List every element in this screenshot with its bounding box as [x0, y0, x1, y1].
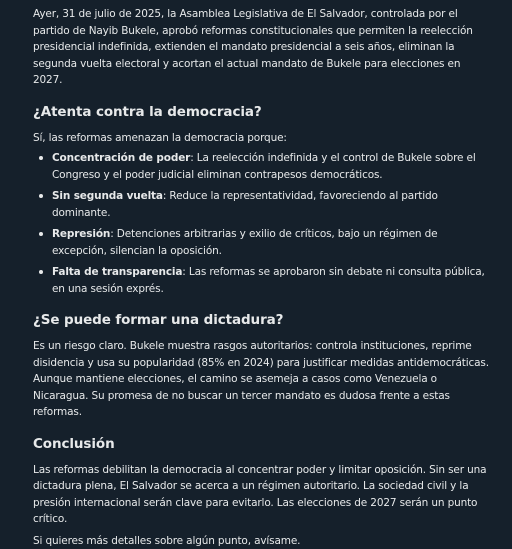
dictadura-paragraph: Es un riesgo claro. Bukele muestra rasgos autoritarios: controla instituciones, reprime disidencia y usa su popularidad (85% en 2024) para justificar medidas antidemocráticas. Aunque mantiene elecciones, el camino se asemeja a casos como Venezuela o Nicaragua. Su promesa de no buscar un tercer mandato es dudosa frente a estas reformas.	[33, 338, 492, 421]
list-item-text: : Detenciones arbitrarias y exilio de críticos, bajo un régimen de excepción, silencian la oposición.	[52, 228, 437, 257]
section-lead: Sí, las reformas amenazan la democracia porque:	[33, 130, 492, 147]
bullet-icon	[39, 194, 43, 198]
list-item	[33, 150, 492, 183]
section-heading-dictadura: ¿Se puede formar una dictadura?	[33, 311, 492, 329]
list-item	[33, 188, 492, 221]
list-item-term: Falta de transparencia	[52, 266, 182, 278]
reasons-list	[33, 150, 492, 297]
section-heading-democracia: ¿Atenta contra la democracia?	[33, 103, 492, 121]
closing-line: Si quieres más detalles sobre algún punto, avísame.	[33, 533, 492, 549]
list-item-term: Sin segunda vuelta	[52, 190, 163, 202]
bullet-icon	[39, 156, 43, 160]
list-item-term: Concentración de poder	[52, 152, 190, 164]
section-heading-conclusion: Conclusión	[33, 435, 492, 453]
list-item-text: : Reduce la representatividad, favoreciendo al partido dominante.	[52, 190, 438, 219]
bullet-icon	[39, 232, 43, 236]
list-item-text: : La reelección indefinida y el control de Bukele sobre el Congreso y el poder judicial eliminan contrapesos democráticos.	[52, 152, 476, 181]
conclusion-paragraph: Las reformas debilitan la democracia al concentrar poder y limitar oposición. Sin ser una dictadura plena, El Salvador se acerca a un régimen autoritario. La sociedad civil y la presión internacional serán clave para evitarlo. Las elecciones de 2027 serán un punto crítico.	[33, 462, 492, 528]
intro-paragraph: Ayer, 31 de julio de 2025, la Asamblea Legislativa de El Salvador, controlada por el partido de Nayib Bukele, aprobó reformas constitucionales que permiten la reelección presidencial indefinida, extienden el mandato presidencial a seis años, eliminan la segunda vuelta electoral y acortan el actual mandato de Bukele para elecciones en 2027.	[33, 6, 492, 89]
list-item	[33, 226, 492, 259]
list-item-text: : Las reformas se aprobaron sin debate ni consulta pública, en una sesión exprés.	[52, 266, 485, 295]
bullet-icon	[39, 270, 43, 274]
list-item	[33, 264, 492, 297]
list-item-term: Represión	[52, 228, 110, 240]
